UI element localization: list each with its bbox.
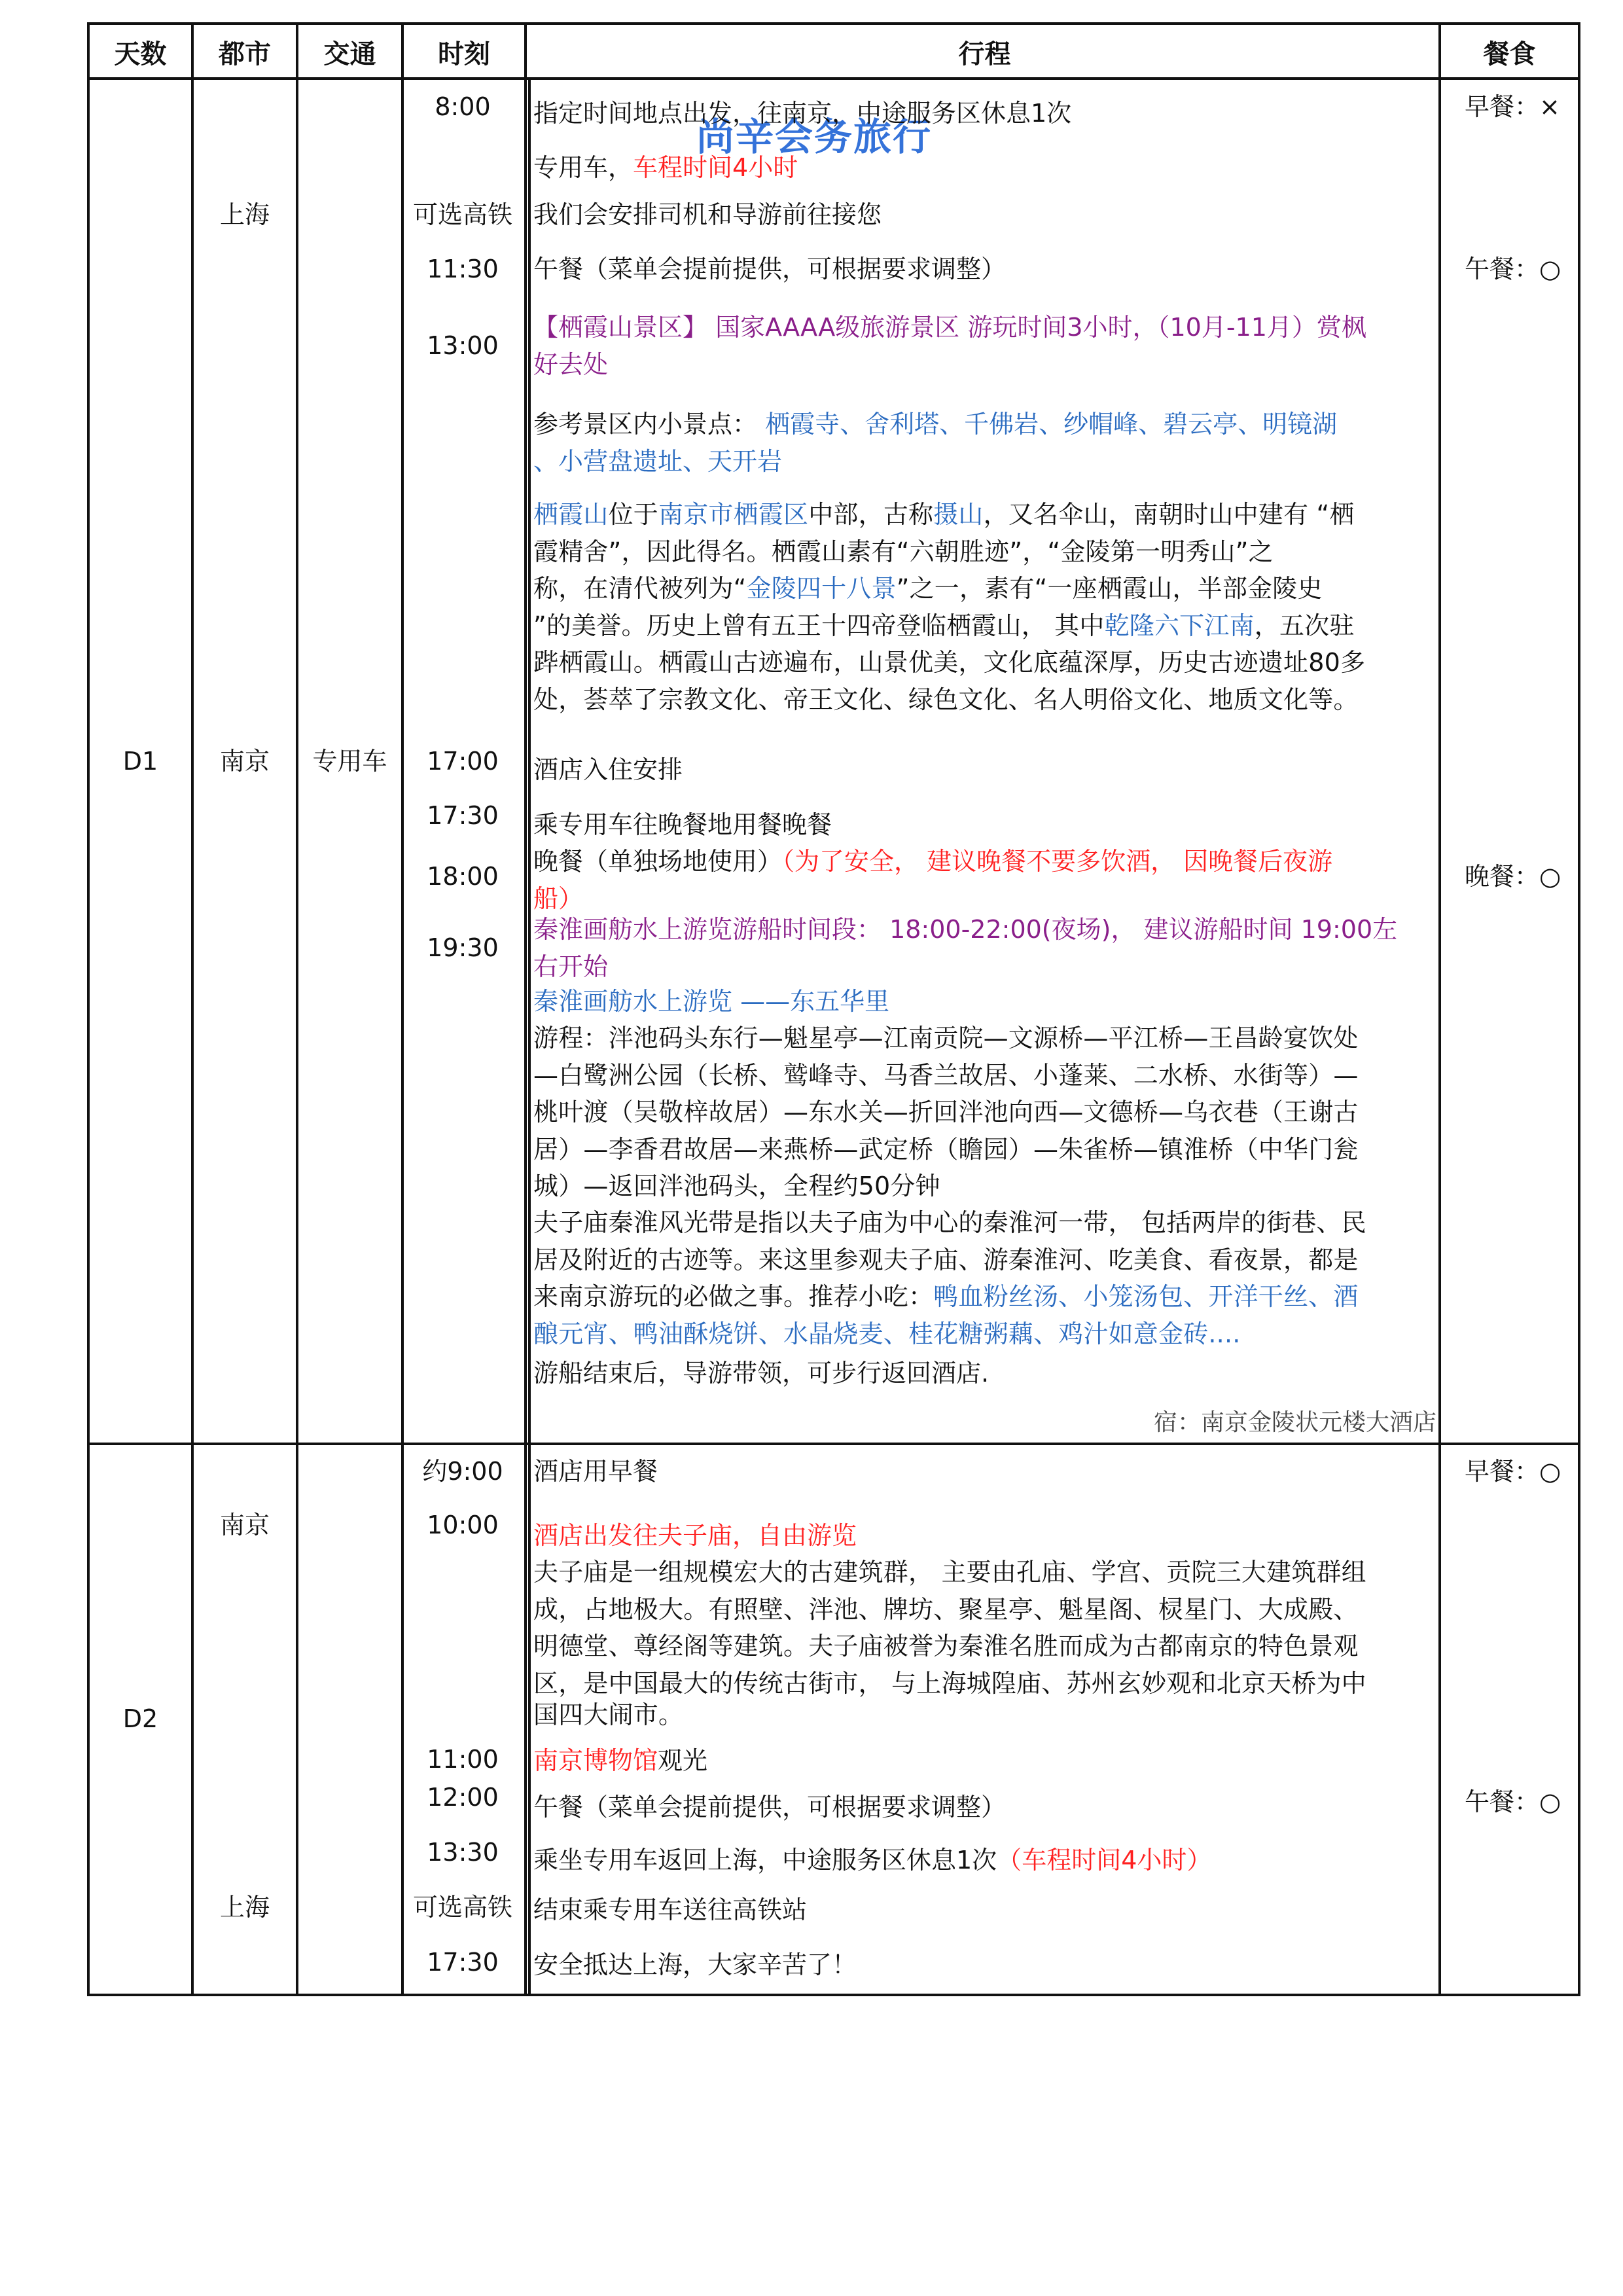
link-qixiashan[interactable]: 栖霞山	[533, 500, 609, 529]
d2-city-shanghai: 上海	[219, 1893, 270, 1922]
d1-qixia-title	[533, 309, 1443, 383]
d2-time-4: 12:00	[427, 1783, 499, 1812]
d1-boat-route	[533, 1020, 1443, 1205]
d1-route-line-5: 城）—返回泮池码头，全程约50分钟	[533, 1172, 940, 1200]
d2-city-nanjing: 南京	[219, 1511, 270, 1539]
d1-desc-line-4	[533, 607, 1443, 645]
link-qianlong[interactable]: 乾隆六下江南	[1104, 611, 1255, 640]
d1-boat-time-line-2: 右开始	[533, 952, 609, 981]
col-line-3	[401, 22, 404, 1996]
d1-time-7: 18:00	[427, 862, 499, 891]
d1-qixia-description	[533, 496, 1443, 718]
d1-car-duration: 车程时间4小时	[633, 153, 798, 182]
d1-meal-breakfast: 早餐：×	[1465, 92, 1560, 121]
d2-time-2: 10:00	[427, 1511, 499, 1539]
link-qixia-district[interactable]: 南京市栖霞区	[658, 500, 809, 529]
header-city: 都市	[219, 39, 271, 69]
d1-time-8: 19:30	[427, 933, 499, 962]
d2-museum	[533, 1742, 1443, 1780]
d1-day: D1	[122, 747, 158, 776]
d2-fzm-line-3: 明德堂、尊经阁等建筑。夫子庙被誉为秦淮名胜而成为古都南京的特色景观	[533, 1632, 1359, 1660]
d1-desc-text: ，又名伞山，南朝时山中建有 “栖	[983, 500, 1355, 529]
watermark: 尚辛会务旅行	[696, 115, 933, 159]
d1-desc-text: 位于	[608, 500, 659, 529]
d1-city-nanjing: 南京	[219, 747, 270, 776]
d2-fzm-line-2: 成，占地极大。有照壁、泮池、牌坊、聚星亭、魁星阁、棂星门、大成殿、	[533, 1594, 1359, 1624]
d2-time-3: 11:00	[427, 1745, 499, 1774]
header-time: 时刻	[438, 39, 490, 69]
d1-fzm-line-2: 居及附近的古迹等。来这里参观夫子庙、游秦淮河、吃美食、看夜景，都是	[533, 1245, 1359, 1274]
link-sheshan[interactable]: 摄山	[933, 500, 984, 529]
col-line-4	[524, 22, 527, 1996]
d1-route-line-3: 桃叶渡（吴敬梓故居）—东水关—折回泮池向西—文德桥—乌衣巷（王谢古	[533, 1098, 1359, 1126]
d1-city-shanghai: 上海	[219, 200, 270, 229]
link-nanjing-museum[interactable]: 南京博物馆	[533, 1746, 658, 1775]
d1-desc-line-1	[533, 496, 1443, 533]
d2-time-7: 17:30	[427, 1948, 499, 1977]
d1-desc-text: ”之一，素有“一座栖霞山，半部金陵史	[896, 574, 1323, 603]
d1-transport: 专用车	[312, 747, 387, 776]
d1-fuzimiao-description	[533, 1204, 1443, 1352]
d2-time-1: 约9:00	[422, 1457, 503, 1486]
d1-after-boat: 游船结束后，导游带领，可步行返回酒店.	[533, 1359, 990, 1388]
d2-fuzimiao-title: 酒店出发往夫子庙，自由游览	[533, 1521, 857, 1550]
d1-route-line-2: —白鹭洲公园（长桥、鹫峰寺、马香兰故居、小蓬莱、二水桥、水街等）—	[533, 1060, 1359, 1090]
d1-desc-line-3	[533, 570, 1443, 607]
d1-dinner	[533, 843, 1443, 917]
d2-time-6: 可选高铁	[412, 1893, 512, 1922]
d1-time-5: 17:00	[427, 747, 499, 776]
day-divider	[87, 1443, 1580, 1445]
d1-train-pickup: 我们会安排司机和导游前往接您	[533, 200, 882, 229]
d1-lunch: 午餐（菜单会提前提供，可根据要求调整）	[533, 255, 1007, 283]
d1-time-4: 13:00	[427, 331, 499, 360]
d1-dinner-label: 晚餐（单独场地使用）	[533, 847, 783, 876]
d2-fzm-line-1: 夫子庙是一组规模宏大的古建筑群， 主要由孔庙、学宫、贡院三大建筑群组	[533, 1558, 1366, 1587]
d2-meal-lunch: 午餐：○	[1465, 1787, 1561, 1816]
d1-spots-list-2: 、小营盘遗址、天开岩	[533, 446, 783, 476]
col-line-5	[528, 77, 531, 1996]
d1-meal-dinner: 晚餐：○	[1465, 862, 1561, 891]
d1-boat-title: 秦淮画舫水上游览 ——东五华里	[533, 987, 890, 1016]
d1-spots-label: 参考景区内小景点：	[533, 410, 766, 439]
d1-fzm-line-4: 酿元宵、鸭油酥烧饼、水晶烧麦、桂花糖粥藕、鸡汁如意金砖....	[533, 1319, 1241, 1348]
d1-fzm-text: 来南京游玩的必做之事。推荐小吃：	[533, 1282, 934, 1311]
header-meals: 餐食	[1483, 39, 1536, 69]
d1-snacks-1: 鸭血粉丝汤、小笼汤包、开洋干丝、酒	[933, 1282, 1359, 1311]
d2-museum-label: 观光	[658, 1746, 708, 1775]
d2-arrive: 安全抵达上海，大家辛苦了！	[533, 1950, 857, 1979]
header-day: 天数	[114, 39, 167, 69]
d1-desc-text: 称，在清代被列为“	[533, 574, 747, 603]
header-transport: 交通	[323, 39, 376, 69]
d2-return	[533, 1842, 1443, 1879]
d2-meal-breakfast: 早餐：○	[1465, 1457, 1561, 1486]
d1-spots	[533, 406, 1443, 480]
d1-hotel: 宿：南京金陵状元楼大酒店	[1153, 1409, 1436, 1436]
d1-to-dinner: 乘专用车往晚餐地用餐晚餐	[533, 810, 832, 839]
d1-boat-time-line-1: 秦淮画舫水上游览游船时间段： 18:00-22:00(夜场)， 建议游船时间 19:00左	[533, 915, 1398, 944]
d2-return-duration: （车程时间4小时）	[997, 1846, 1212, 1874]
d2-return-label: 乘坐专用车返回上海，中途服务区休息1次	[533, 1846, 997, 1874]
col-line-7	[1578, 22, 1580, 1996]
col-line-1	[191, 22, 194, 1996]
d1-dinner-line-1	[533, 843, 1443, 880]
d1-time-1: 8:00	[435, 92, 491, 121]
d1-desc-text: ”的美誉。历史上曾有五王十四帝登临栖霞山， 其中	[533, 611, 1105, 640]
col-line-2	[296, 22, 298, 1996]
d1-dinner-line-2: 船）	[533, 884, 584, 913]
d1-spots-line-1	[533, 406, 1443, 443]
d1-desc-text: 中部，古称	[808, 500, 934, 529]
d1-time-3: 11:30	[427, 255, 499, 283]
d1-fzm-line-3	[533, 1278, 1443, 1316]
d1-depart: 指定时间地点出发，往南京，中途服务区休息1次	[533, 99, 1072, 128]
d1-time-2: 可选高铁	[412, 200, 512, 229]
table-border-bottom	[87, 1994, 1580, 1996]
d1-desc-line-2: 霞精舍”，因此得名。栖霞山素有“六朝胜迹”，“金陵第一明秀山”之	[533, 537, 1274, 566]
d1-spots-list-1: 栖霞寺、舍利塔、千佛岩、纱帽峰、碧云亭、明镜湖	[765, 410, 1338, 439]
d1-hotel-checkin: 酒店入住安排	[533, 755, 683, 784]
d1-car-label: 专用车，	[533, 153, 633, 182]
d2-fuzimiao-description	[533, 1554, 1443, 1728]
d2-train: 结束乘专用车送往高铁站	[533, 1895, 808, 1924]
d1-car-line	[533, 149, 1443, 187]
d1-qixia-line-2: 好去处	[533, 350, 609, 379]
header-itinerary: 行程	[958, 39, 1011, 69]
d1-route-line-4: 居）—李香君故居—来燕桥—武定桥（瞻园）—朱雀桥—镇淮桥（中华门瓮	[533, 1134, 1359, 1164]
d1-dinner-warning: （为了安全， 建议晚餐不要多饮酒， 因晚餐后夜游	[782, 847, 1333, 876]
link-jinling-48[interactable]: 金陵四十八景	[746, 574, 897, 603]
d2-time-5: 13:30	[427, 1838, 499, 1867]
d1-route-line-1: 游程：泮池码头东行—魁星亭—江南贡院—文源桥—平江桥—王昌龄宴饮处	[533, 1024, 1359, 1052]
d1-meal-lunch: 午餐：○	[1465, 255, 1561, 283]
d1-desc-line-6: 处，荟萃了宗教文化、帝王文化、绿色文化、名人明俗文化、地质文化等。	[533, 685, 1359, 714]
d2-fzm-line-5: 国四大闹市。	[533, 1700, 684, 1729]
d1-qixia-line-1: 【栖霞山景区】 国家AAAA级旅游景区 游玩时间3小时，（10月-11月）赏枫	[533, 313, 1366, 342]
d1-fzm-line-1: 夫子庙秦淮风光带是指以夫子庙为中心的秦淮河一带， 包括两岸的街巷、民	[533, 1208, 1366, 1237]
d1-desc-line-5: 跸栖霞山。栖霞山古迹遍布，山景优美，文化底蕴深厚，历史古迹遗址80多	[533, 648, 1366, 677]
d1-desc-text: ，五次驻	[1254, 611, 1355, 640]
d2-lunch: 午餐（菜单会提前提供，可根据要求调整）	[533, 1793, 1007, 1821]
d2-breakfast: 酒店用早餐	[533, 1457, 658, 1486]
d2-day: D2	[122, 1704, 158, 1733]
d2-fzm-line-4: 区，是中国最大的传统古街市， 与上海城隍庙、苏州玄妙观和北京天桥为中	[533, 1668, 1366, 1698]
d1-time-6: 17:30	[427, 801, 499, 830]
d1-boat-time	[533, 911, 1443, 985]
